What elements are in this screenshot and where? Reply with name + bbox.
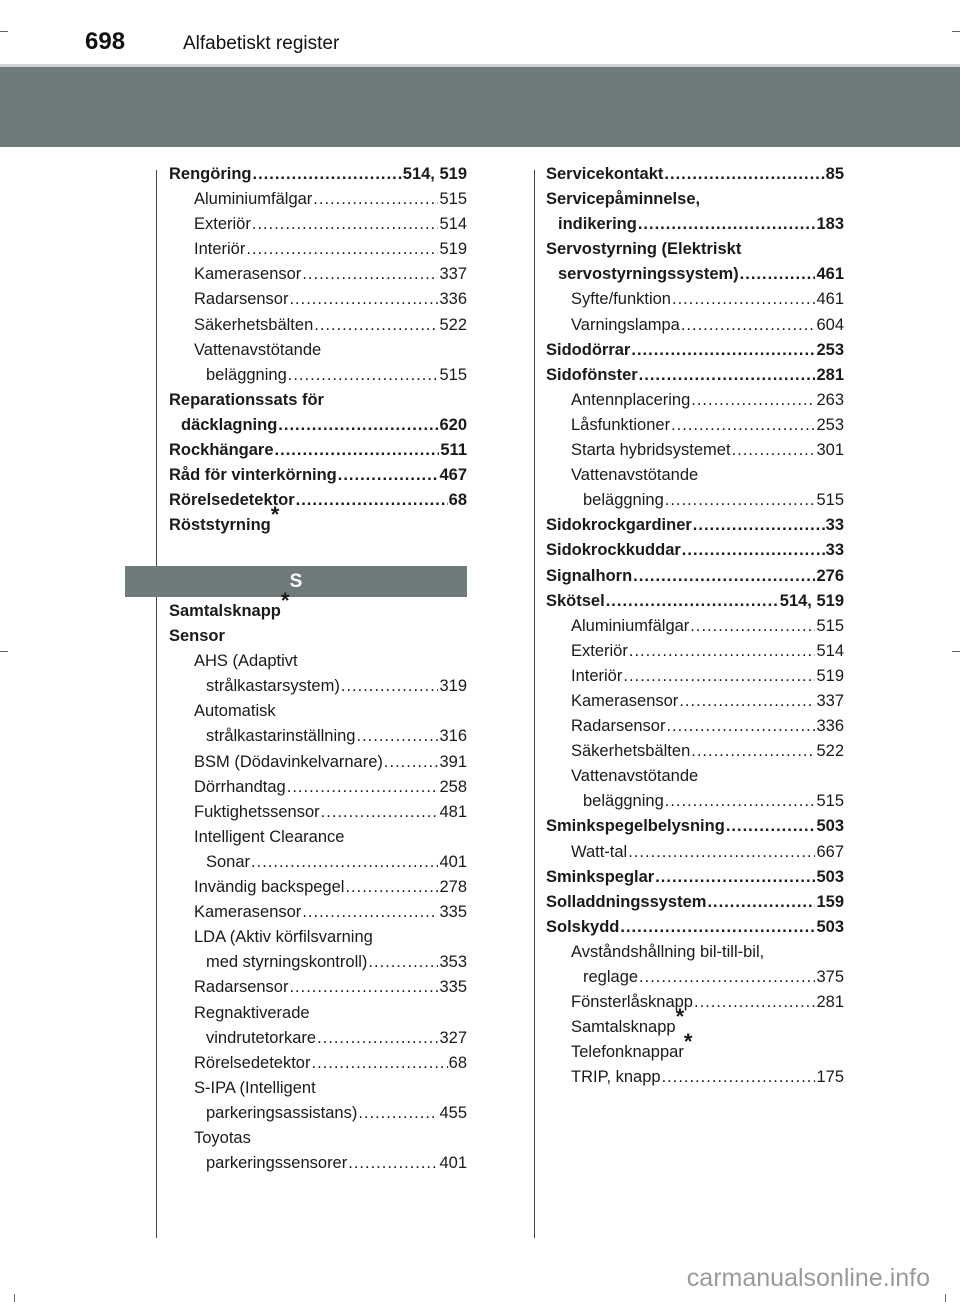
index-entry-page: 316 [439, 727, 467, 746]
index-entry-label: vindrutetorkare [206, 1028, 317, 1047]
index-entry-page: 455 [439, 1103, 467, 1122]
index-entry-page: 281 [816, 993, 844, 1012]
index-entry-page: 85 [825, 165, 844, 183]
index-entry-page: 511 [440, 441, 467, 460]
dot-leader [655, 865, 815, 883]
index-entry-label: Servostyrning (Elektriskt [546, 240, 742, 259]
index-entry [546, 814, 844, 839]
index-entry [546, 915, 844, 940]
index-entry-page: 253 [816, 340, 844, 359]
index-entry-page: 461 [816, 265, 844, 284]
index-entry-label: Sminkspeglar [546, 867, 655, 886]
index-entry [546, 488, 844, 513]
index-entry [169, 438, 467, 463]
index-entry [169, 900, 467, 925]
index-entry-page: 515 [816, 616, 844, 635]
index-entry-page: 301 [816, 441, 844, 460]
index-entry [169, 674, 467, 699]
index-entry-page: 519 [816, 666, 844, 685]
index-entry-label: Intelligent Clearance [194, 827, 345, 846]
dot-leader [679, 689, 815, 707]
index-entry-label: Låsfunktioner [571, 415, 671, 434]
index-entry [546, 789, 844, 814]
index-entry [546, 840, 844, 865]
dot-leader [726, 814, 816, 832]
index-entry-page: 515 [439, 190, 467, 209]
dot-leader [694, 990, 815, 1008]
footnote-star: * [683, 1029, 693, 1055]
watermark: carmanualsonline.info [686, 1264, 930, 1292]
crop-mark [952, 31, 960, 32]
index-entry-page: 514 [816, 641, 844, 660]
index-entry-label: Sonar [206, 852, 251, 871]
dot-leader [313, 187, 438, 205]
index-entry-label: Aluminiumfälgar [194, 190, 313, 209]
index-entry [546, 714, 844, 739]
index-entry-page: 281 [816, 365, 844, 384]
index-entry-page: 175 [816, 1068, 844, 1087]
index-entry-page: 33 [825, 541, 844, 560]
index-entry-label: Aluminiumfälgar [571, 616, 690, 635]
index-entry-label: Kamerasensor [194, 903, 302, 922]
index-entry-page: 514, 519 [779, 591, 844, 610]
index-entry-label: Sidodörrar [546, 340, 631, 359]
index-entry [546, 363, 844, 388]
index-entry-label: Sminkspegelbelysning [546, 817, 725, 836]
index-entry [169, 262, 467, 287]
index-entry-label: parkeringsassistans) [206, 1103, 358, 1122]
index-entry-label: Fuktighetssensor [194, 802, 320, 821]
dot-leader [693, 513, 825, 531]
index-entry-page: 336 [816, 717, 844, 736]
index-entry [169, 850, 467, 875]
dot-leader [681, 313, 816, 331]
index-entry-page: 515 [816, 491, 844, 510]
index-entry [546, 764, 844, 789]
index-entry [169, 875, 467, 900]
index-entry [169, 750, 467, 775]
index-entry-page: 503 [816, 817, 844, 836]
index-entry [169, 1101, 467, 1126]
dot-leader [623, 664, 815, 682]
index-entry-label: Kamerasensor [571, 691, 679, 710]
dot-leader [289, 975, 438, 993]
index-entry-label: Servicepåminnelse, [546, 190, 701, 209]
index-entry-label: Solladdningssystem [546, 892, 707, 911]
index-entry-label: Antennplacering [571, 390, 691, 409]
dot-leader [287, 775, 439, 793]
index-entry [169, 699, 467, 724]
index-entry-label: Varningslampa [571, 315, 680, 334]
dot-leader [682, 538, 825, 556]
index-entry [546, 237, 844, 262]
index-entry-label: Avståndshållning bil-till-bil, [571, 942, 765, 961]
index-entry [546, 313, 844, 338]
index-entry-label: Servicekontakt [546, 165, 664, 183]
index-entry [546, 413, 844, 438]
index-entry [546, 287, 844, 312]
dot-leader [691, 388, 815, 406]
footnote-star: * [675, 1004, 685, 1030]
index-entry-label: Radarsensor [194, 290, 289, 309]
index-entry [169, 463, 467, 488]
dot-leader [311, 1051, 447, 1069]
index-entry-page: 258 [439, 777, 467, 796]
index-entry [546, 639, 844, 664]
index-entry-page: 335 [439, 903, 467, 922]
dot-leader [633, 564, 815, 582]
index-entry-label: Toyotas [194, 1128, 251, 1147]
index-entry [169, 800, 467, 825]
dot-leader [691, 739, 815, 757]
index-entry-label: Sidofönster [546, 365, 638, 384]
dot-leader [732, 438, 816, 456]
index-entry-label: däcklagning [181, 415, 278, 434]
dot-leader [666, 714, 815, 732]
index-entry-page: 514, 519 [402, 165, 467, 183]
index-entry-page: 667 [816, 842, 844, 861]
index-entry [546, 589, 844, 614]
dot-leader [288, 363, 439, 381]
index-entry-page: 353 [439, 953, 467, 972]
index-entry [546, 162, 844, 187]
dot-leader [606, 589, 779, 607]
index-entry-page: 519 [439, 240, 467, 259]
index-entry-page: 263 [816, 390, 844, 409]
index-entry-label: Exteriör [571, 641, 628, 660]
index-entry-label: Solskydd [546, 917, 620, 936]
index-entry-label: Sidokrockkuddar [546, 541, 681, 560]
index-entry-label: Telefonknappar [571, 1043, 684, 1062]
index-entry [546, 564, 844, 589]
index-entry-page: 620 [439, 415, 467, 434]
column-rule-left [156, 170, 157, 1238]
dot-leader [665, 488, 816, 506]
index-entry-label: strålkastarinställning [206, 727, 356, 746]
section-letter-s: S [125, 566, 467, 597]
index-entry-page: 33 [825, 516, 844, 535]
index-entry-label: Reparationssats för [169, 390, 324, 409]
index-entry-label: Syfte/funktion [571, 290, 671, 309]
header-banner [0, 67, 960, 147]
index-entry [169, 363, 467, 388]
page-number: 698 [85, 28, 126, 55]
dot-leader [664, 162, 824, 180]
index-entry [169, 1126, 467, 1151]
dot-leader [275, 438, 440, 456]
index-column-right [546, 162, 844, 1090]
index-entry-label: Vattenavstötande [571, 767, 699, 786]
index-entry-label: Röststyrning [169, 516, 271, 535]
dot-leader [358, 1101, 438, 1119]
index-entry [169, 950, 467, 975]
index-entry [169, 488, 467, 513]
index-entry-label: Interiör [571, 666, 623, 685]
index-entry-page: 335 [439, 978, 467, 997]
dot-leader [338, 463, 439, 481]
index-entry [169, 925, 467, 950]
index-entry [546, 212, 844, 237]
index-entry-page: 68 [448, 1053, 467, 1072]
index-entry [546, 262, 844, 287]
index-entry-page: 514 [439, 215, 467, 234]
index-entry-page: 278 [439, 878, 467, 897]
dot-leader [314, 313, 438, 331]
dot-leader [638, 212, 816, 230]
index-entry [169, 1051, 467, 1076]
dot-leader [384, 750, 439, 768]
dot-leader [707, 890, 815, 908]
index-entry-label: Radarsensor [571, 717, 666, 736]
crop-mark [0, 651, 8, 652]
dot-leader [251, 850, 438, 868]
index-entry-page: 515 [439, 365, 467, 384]
dot-leader [620, 915, 815, 933]
dot-leader [302, 900, 438, 918]
dot-leader [296, 488, 448, 506]
index-entry-label: TRIP, knapp [571, 1068, 661, 1087]
dot-leader [690, 614, 815, 632]
index-entry [546, 538, 844, 563]
index-entry-page: 467 [439, 466, 467, 485]
index-entry-label: LDA (Aktiv körfilsvarning [194, 928, 373, 947]
index-entry-label: Automatisk [194, 702, 276, 721]
index-entry [169, 287, 467, 312]
index-entry-label: Watt-tal [571, 842, 628, 861]
index-entry-page: 336 [439, 290, 467, 309]
index-entry [546, 1004, 844, 1040]
index-entry [169, 388, 467, 413]
index-entry [546, 463, 844, 488]
index-entry [546, 1065, 844, 1090]
index-entry-label: beläggning [583, 491, 664, 510]
dot-leader [356, 724, 438, 742]
index-entry [546, 388, 844, 413]
index-entry [546, 940, 844, 965]
index-entry [169, 237, 467, 262]
index-entry [546, 338, 844, 363]
index-entry-label: Vattenavstötande [194, 340, 322, 359]
header-strip [0, 0, 960, 64]
index-entry-label: beläggning [206, 365, 287, 384]
index-entry-page: 503 [816, 917, 844, 936]
index-entry-label: Rengöring [169, 165, 252, 183]
dot-leader [665, 789, 816, 807]
index-entry-page: 319 [439, 677, 467, 696]
index-entry-page: 375 [816, 968, 844, 986]
index-entry-label: Interiör [194, 240, 246, 259]
crop-mark [14, 1294, 15, 1302]
index-entry-label: Fönsterlåsknapp [571, 993, 693, 1012]
index-entry-page: 337 [439, 265, 467, 284]
dot-leader [246, 237, 438, 255]
index-entry-label: Samtalsknapp [169, 602, 281, 620]
index-entry-page: 253 [816, 415, 844, 434]
dot-leader [252, 212, 439, 230]
dot-leader [672, 287, 815, 305]
index-entry [169, 975, 467, 1000]
index-entry-page: 515 [816, 792, 844, 811]
dot-leader [341, 674, 439, 692]
index-entry [169, 825, 467, 850]
dot-leader [348, 1151, 438, 1169]
index-entry-label: Skötsel [546, 591, 605, 610]
index-entry [169, 1026, 467, 1051]
index-column-left-top [169, 162, 467, 538]
index-entry-label: Sidokrockgardiner [546, 516, 692, 535]
index-entry-page: 327 [439, 1028, 467, 1047]
index-entry-page: 401 [439, 852, 467, 871]
index-entry [546, 1029, 844, 1065]
dot-leader [302, 262, 438, 280]
index-entry-page: 337 [816, 691, 844, 710]
index-entry [546, 739, 844, 764]
dot-leader [317, 1026, 438, 1044]
index-entry-label: Invändig backspegel [194, 878, 345, 897]
index-entry-label: Starta hybridsystemet [571, 441, 731, 460]
crop-mark [952, 651, 960, 652]
index-entry-label: Dörrhandtag [194, 777, 286, 796]
index-entry-label: beläggning [583, 792, 664, 811]
dot-leader [345, 875, 438, 893]
index-entry-label: Säkerhetsbälten [194, 315, 314, 334]
index-entry [546, 990, 844, 1015]
index-entry-label: parkeringssensorer [206, 1154, 348, 1173]
dot-leader [629, 639, 816, 657]
index-entry-label: Regnaktiverade [194, 1003, 310, 1022]
index-entry-label: Rockhängare [169, 441, 274, 460]
index-entry-label: med styrningskontroll) [206, 953, 368, 972]
index-entry [546, 513, 844, 538]
index-entry [169, 724, 467, 749]
index-entry [169, 162, 467, 187]
index-entry-page: 68 [448, 491, 467, 510]
index-entry [546, 965, 844, 990]
dot-leader [662, 1065, 816, 1083]
dot-leader [639, 965, 815, 983]
index-entry-label: Rörelsedetektor [194, 1053, 311, 1072]
index-entry [169, 502, 467, 538]
index-entry [169, 1151, 467, 1176]
dot-leader [289, 287, 438, 305]
index-entry [546, 664, 844, 689]
index-entry-label: strålkastarsystem) [206, 677, 340, 696]
index-entry-label: servostyrningssystem) [558, 265, 739, 284]
index-entry [169, 649, 467, 674]
index-entry-page: 159 [816, 892, 844, 911]
index-entry-page: 604 [816, 315, 844, 334]
index-entry-page: 503 [816, 867, 844, 886]
index-entry [546, 614, 844, 639]
index-entry-page: 401 [439, 1154, 467, 1173]
index-entry-page: 391 [439, 752, 467, 771]
index-column-left-bottom [169, 588, 467, 1176]
index-entry [169, 1001, 467, 1026]
dot-leader [671, 413, 815, 431]
index-entry [169, 313, 467, 338]
index-entry-label: indikering [558, 215, 637, 234]
index-entry [546, 689, 844, 714]
dot-leader [740, 262, 816, 280]
dot-leader [631, 338, 815, 356]
page-title: Alfabetiskt register [183, 33, 340, 54]
index-entry [169, 588, 467, 624]
index-entry-label: Rörelsedetektor [169, 491, 295, 510]
index-entry [169, 775, 467, 800]
footnote-star: * [280, 588, 290, 613]
index-entry [546, 438, 844, 463]
column-rule-middle [534, 170, 535, 1238]
index-entry-label: S-IPA (Intelligent [194, 1078, 316, 1097]
dot-leader [368, 950, 438, 968]
footnote-star: * [270, 502, 280, 528]
index-entry-label: Signalhorn [546, 566, 633, 585]
index-entry-label: reglage [583, 968, 639, 986]
index-entry [169, 1076, 467, 1101]
index-entry-label: Exteriör [194, 215, 251, 234]
dot-leader [628, 840, 815, 858]
index-entry [169, 187, 467, 212]
index-entry [546, 865, 844, 890]
index-entry-page: 461 [816, 290, 844, 309]
index-entry-label: Säkerhetsbälten [571, 742, 691, 761]
index-entry-label: Sensor [169, 627, 225, 646]
crop-mark [0, 31, 8, 32]
dot-leader [253, 162, 402, 180]
index-entry [169, 212, 467, 237]
index-entry-label: BSM (Dödavinkelvarnare) [194, 752, 383, 771]
index-entry [169, 338, 467, 363]
index-entry [169, 413, 467, 438]
index-entry [546, 890, 844, 915]
index-entry-page: 522 [439, 315, 467, 334]
crop-mark [945, 1294, 946, 1302]
index-entry-page: 522 [816, 742, 844, 761]
index-entry-page: 183 [816, 215, 844, 234]
index-entry-label: Kamerasensor [194, 265, 302, 284]
dot-leader [321, 800, 439, 818]
dot-leader [278, 413, 438, 431]
index-entry-page: 276 [816, 566, 844, 585]
index-entry-label: Vattenavstötande [571, 466, 699, 485]
index-entry [169, 624, 467, 649]
index-entry-page: 481 [439, 802, 467, 821]
index-entry [546, 187, 844, 212]
index-entry-label: Radarsensor [194, 978, 289, 997]
index-entry-label: Råd för vinterkörning [169, 466, 337, 485]
dot-leader [639, 363, 816, 381]
index-entry-label: Samtalsknapp [571, 1018, 676, 1037]
index-entry-label: AHS (Adaptivt [194, 652, 298, 671]
